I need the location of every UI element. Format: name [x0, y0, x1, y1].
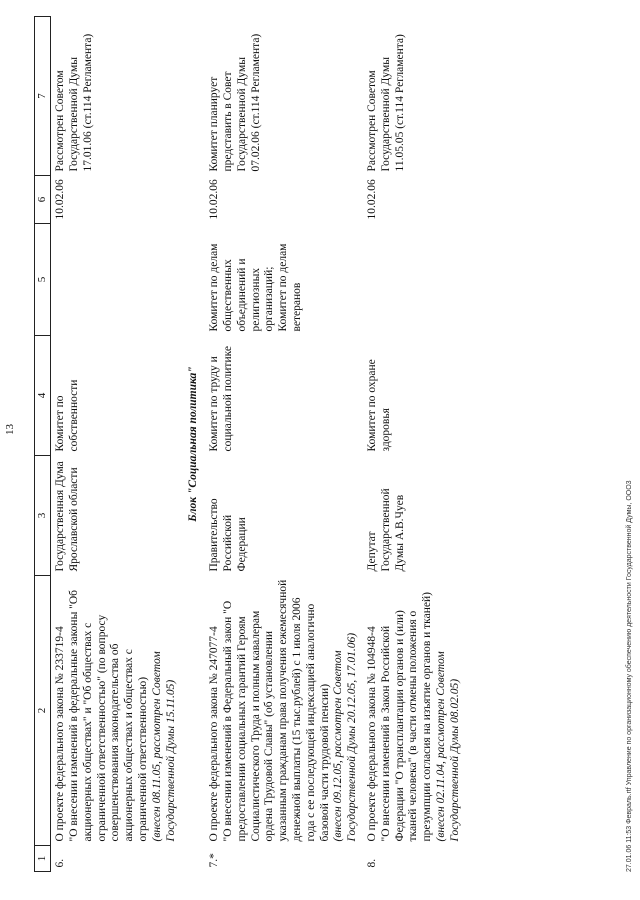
header-cell: 3: [35, 456, 51, 576]
bill-description: "О внесении изменений в федеральные законы "Об акционерных обществах" и "Об обществах с ограниченной ответственностью" (по вопросу совершенствования законодательства об акционерных обществах и обществах с ограниченной ответственностью): [67, 589, 149, 842]
table-row: [363, 17, 466, 872]
block-heading: Блок "Социальная политика": [187, 366, 200, 522]
date-cell: 10.02.06: [208, 179, 221, 220]
co-committee-cell: [363, 224, 466, 336]
bill-cell: [363, 576, 466, 846]
block-heading-row: [181, 17, 205, 872]
author-cell: Депутат Государственной Думы А.В.Чуев: [365, 488, 406, 572]
bill-note: (внесен 08.11.05, рассмотрен Советом Государственной Думы 15.11.05): [150, 651, 177, 842]
bills-table: [34, 16, 466, 872]
row-number: 8.: [365, 858, 378, 868]
header-cell: 4: [35, 336, 51, 456]
header-cell: 5: [35, 224, 51, 336]
bill-title: О проекте федерального закона № 104948-4: [365, 626, 378, 842]
header-cell: 1: [35, 846, 51, 872]
bill-note: (внесен 09.12.05, рассмотрен Советом Государственной Думы 20.12.05, 17.01.06): [332, 632, 359, 842]
table-row: [51, 17, 182, 872]
bill-note: (внесен 02.11.04, рассмотрен Советом Государственной Думы 08.02.05): [434, 651, 461, 842]
bill-title: О проекте федерального закона № 247077-4: [208, 626, 221, 842]
status-cell: Комитет планирует представить в Совет Государственной Думы 07.02.06 (ст.114 Регламента): [208, 33, 262, 172]
document-footer: 27.01.06 11:53 Февраль.rtf Управление по организационному обеспечению деятельности Государственной Думы, ООО3: [626, 480, 633, 872]
bill-cell: [51, 576, 182, 846]
author-cell: Государственная Дума Ярославской области: [54, 461, 80, 572]
header-row: [35, 17, 51, 872]
row-number: 6.: [54, 858, 67, 868]
author-cell: Правительство Российской Федерации: [208, 498, 248, 572]
table-row: [205, 17, 363, 872]
header-cell: 6: [35, 176, 51, 224]
bill-title: О проекте федерального закона № 233719-4: [54, 626, 67, 842]
status-cell: Рассмотрен Советом Государственной Думы 11.05.05 (ст.114 Регламента): [365, 34, 406, 172]
committee-cell: Комитет по охране здоровья: [365, 359, 392, 452]
bill-description: "О внесении изменений в Федеральный закон "О предоставлении социальных гарантий Героям Социалистического Труда и полным кавалерам ордена Трудовой Славы" (об установлении указанным гражданам права получения ежемесячной денежной выплаты (15 тыс.рублей) с 1 июля 2006 года с ее последующей индексацией аналогично базовой части трудовой пенсии): [221, 579, 331, 842]
date-cell: 10.02.06: [365, 179, 378, 220]
co-committee-cell: Комитет по делам общественных объединений и религиозных организаций; Комитет по делам ветеранов: [208, 243, 303, 332]
page-number: 13: [4, 424, 16, 435]
bill-description: "О внесении изменений в Закон Российской Федерации "О трансплантации органов и (или) тканей человека" (в части отмены положения о презумпции согласия на изъятие органов и тканей): [379, 592, 434, 842]
committee-cell: Комитет по труду и социальной политике: [208, 345, 234, 452]
co-committee-cell: [51, 224, 182, 336]
header-cell: 7: [35, 17, 51, 176]
status-cell: Рассмотрен Советом Государственной Думы 17.01.06 (ст.114 Регламента): [54, 33, 94, 172]
date-cell: 10.02.06: [54, 179, 67, 220]
row-number: 7.*: [208, 853, 221, 868]
bill-cell: [205, 576, 363, 846]
committee-cell: Комитет по собственности: [54, 379, 80, 452]
header-cell: 2: [35, 576, 51, 846]
